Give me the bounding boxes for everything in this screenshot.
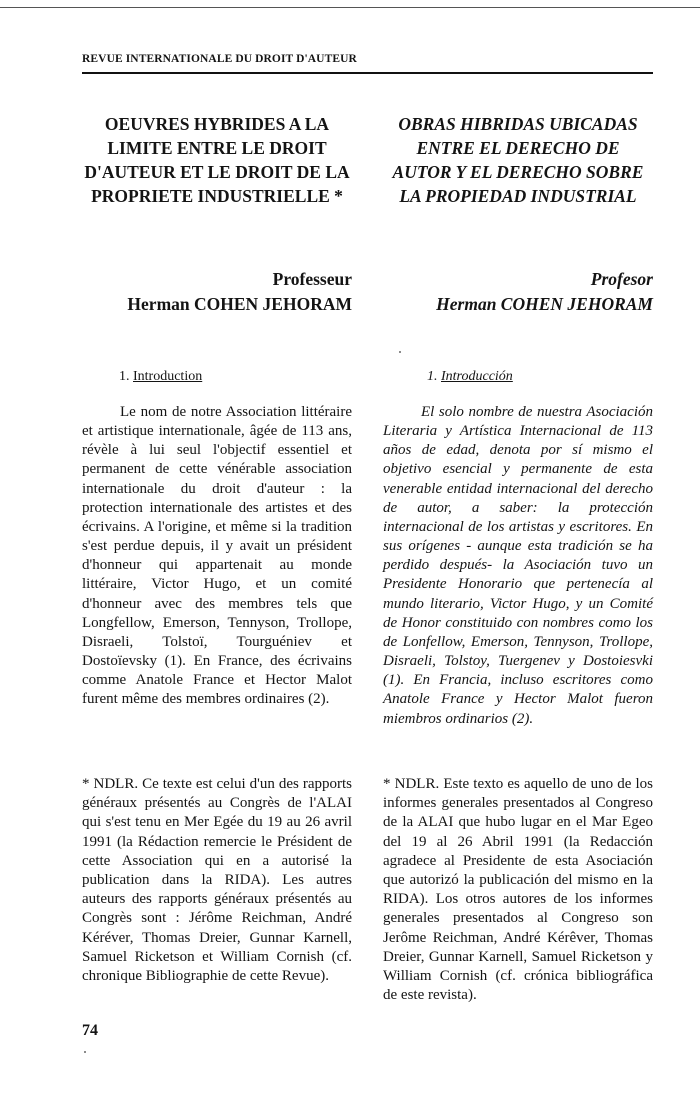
body-paragraph: Le nom de notre Association littéraire et artistique internationale, âgée de 113 ans, révèle à lui seul l'objectif essentiel et permanent de cette vénérable association internationale du droit d'auteur : la protection internationale des artistes et des écrivains. A l'origine, et même si la tradition s'est perdue depuis, il y avait un président d'honneur qui appartenait au monde littéraire, Victor Hugo, et un comité d'honneur avec des membres tels que Longfellow, Emerson, Tennyson, Trollope, Disraeli, Tolstoï, Tourguéniev et Dostoïevsky (1). En France, des écrivains comme Anatole France et Hector Malot furent même des membres ordinaires (2). — [82, 404, 352, 708]
section-number: 1. — [427, 369, 438, 384]
author-name: Herman COHEN JEHORAM — [436, 294, 653, 314]
footnote-french — [82, 775, 352, 986]
speck — [84, 1051, 86, 1053]
author-role: Profesor — [590, 269, 653, 289]
section-title: Introduction — [133, 369, 203, 384]
footnote-text: * NDLR. Ce texte est celui d'un des rapports généraux présentés au Congrès de l'ALAI qui s'est tenu en Mer Egée du 19 au 26 avril 1991 (la Rédaction remercie le Président de cette Association qui en a autorisé la publication dans la RIDA). Les autres auteurs des rapports généraux présentés au Congrès sont : Jérôme Reichman, André Kéréver, Thomas Dreier, Gunnar Karnell, Samuel Ricketson et William Cornish (cf. chronique Bibliographie de cette Revue). — [82, 776, 352, 985]
body-paragraph: El solo nombre de nuestra Asociación Literaria y Artística Internacional de 113 años de edad, denota por sí mismo el objetivo esencial y permanente de esta venerable entidad internacional del derecho de autor, a saber: la protección internacional de los artistas y escritores. En sus orígenes - aunque esta tradición se ha perdido después- la Asociación tuvo un Presidente Honorario que pertenecía al mundo literario, Victor Hugo, y un Comité de Honor constituido con nombres como los de Lonfellow, Emerson, Tennyson, Trollope, Disraeli, Tolstoy, Tuergenev y Dostoiesvki (1). En Francia, incluso escritores como Anatole France y Hector Malot fueron miembros ordinarios (2). — [383, 404, 653, 727]
author-role: Professeur — [272, 269, 352, 289]
page-number: 74 — [82, 1022, 98, 1039]
title-line: AUTOR Y EL DERECHO SOBRE — [392, 162, 644, 182]
section-heading-french — [119, 367, 202, 387]
header-rule — [82, 72, 653, 74]
title-line: D'AUTEUR ET LE DROIT DE LA — [84, 162, 350, 182]
title-line: ENTRE EL DERECHO DE — [416, 138, 620, 158]
running-head: REVUE INTERNATIONALE DU DROIT D'AUTEUR — [82, 53, 357, 65]
footnote-spanish — [383, 775, 653, 1005]
speck — [399, 351, 401, 353]
section-number: 1. — [119, 369, 130, 384]
author-spanish — [383, 267, 653, 317]
title-line: PROPRIETE INDUSTRIELLE * — [91, 186, 343, 206]
body-spanish — [383, 403, 653, 729]
title-french — [82, 112, 352, 208]
author-name: Herman COHEN JEHORAM — [127, 294, 352, 314]
title-line: LA PROPIEDAD INDUSTRIAL — [399, 186, 637, 206]
title-spanish — [383, 112, 653, 208]
footnote-text: * NDLR. Este texto es aquello de uno de los informes generales presentados al Congreso de la ALAI que hubo lugar en el Mar Egeo del 19 al 26 Abril 1991 (la Redacción agradece al Presidente de esta Asociación que autorizó la publicación del mismo en la RIDA). Los otros autores de los informes generales presentados al Congreso son Jerôme Reichman, André Kérêver, Thomas Dreier, Gunnar Karnell, Samuel Ricketson y William Cornish (cf. crónica bibliográfica de este revista). — [383, 776, 653, 1004]
section-title: Introducción — [441, 369, 513, 384]
title-line: LIMITE ENTRE LE DROIT — [107, 138, 327, 158]
body-french — [82, 403, 352, 710]
author-french — [82, 267, 352, 317]
title-line: OEUVRES HYBRIDES A LA — [104, 114, 330, 134]
title-line: OBRAS HIBRIDAS UBICADAS — [398, 114, 638, 134]
top-edge-rule — [0, 7, 700, 8]
section-heading-spanish — [427, 367, 513, 387]
